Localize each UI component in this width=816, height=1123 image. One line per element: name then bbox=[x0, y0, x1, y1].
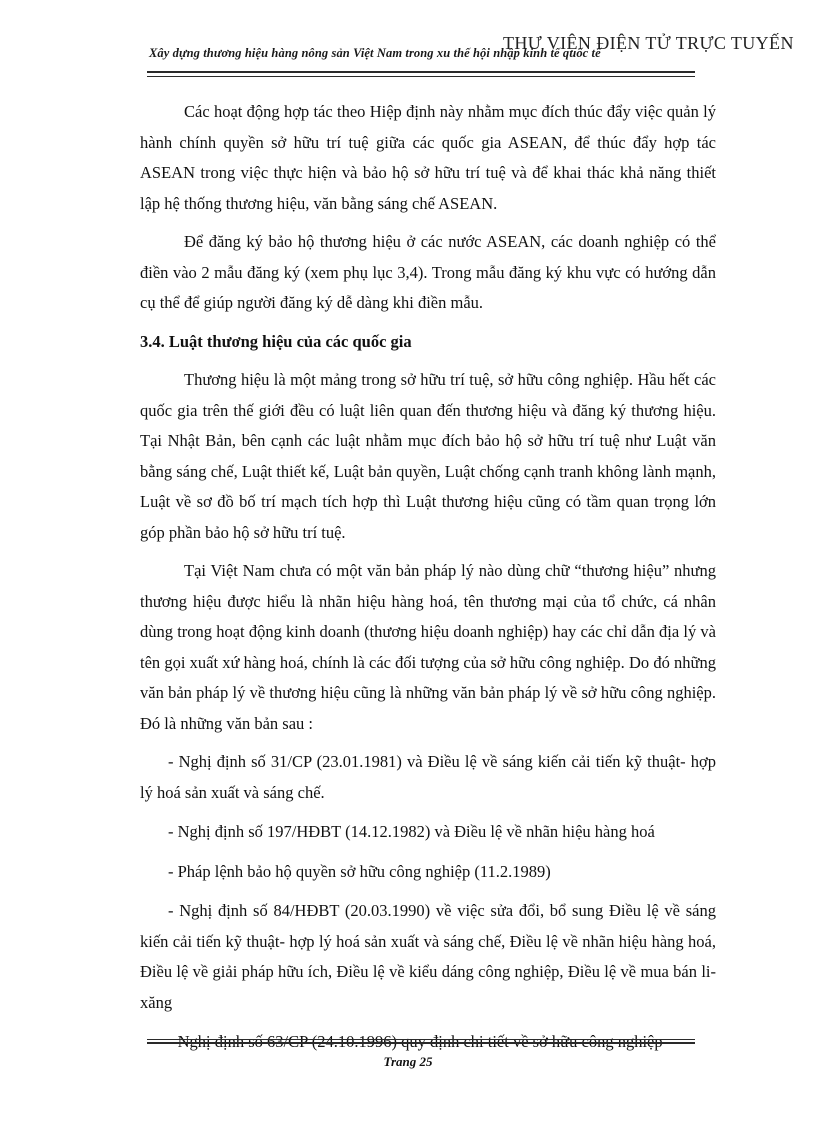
list-item: - Nghị định số 197/HĐBT (14.12.1982) và Điều lệ về nhãn hiệu hàng hoá bbox=[168, 822, 655, 841]
list-item: - Nghị định số 63/CP (24.10.1996) quy định chi tiết về sở hữu công nghiệp bbox=[168, 1032, 663, 1051]
paragraph: Tại Việt Nam chưa có một văn bản pháp lý nào dùng chữ “thương hiệu” nhưng thương hiệu được hiểu là nhãn hiệu hàng hoá, tên thương mại của tổ chức, cá nhân dùng trong hoạt động kinh doanh (thương hiệu doanh nghiệp) hay các chỉ dẫn địa lý và tên gọi xuất xứ hàng hoá, chính là các đối tượng của sở hữu công nghiệp. Do đó những văn bản pháp lý về thương hiệu cũng là những văn bản pháp lý về sở hữu công nghiệp. Đó là những văn bản sau : bbox=[140, 561, 716, 733]
footer-rule-thick bbox=[147, 1042, 695, 1044]
paragraph: Để đăng ký bảo hộ thương hiệu ở các nước ASEAN, các doanh nghiệp có thể điền vào 2 mẫu đăng ký (xem phụ lục 3,4). Trong mẫu đăng ký khu vực có hướng dẫn cụ thể để giúp người đăng ký dễ dàng khi điền mẫu. bbox=[140, 232, 716, 312]
paragraph: Thương hiệu là một mảng trong sở hữu trí tuệ, sở hữu công nghiệp. Hầu hết các quốc gia trên thế giới đều có luật liên quan đến thương hiệu và đăng ký thương hiệu. Tại Nhật Bản, bên cạnh các luật nhằm mục đích bảo hộ sở hữu trí tuệ như Luật văn bằng sáng chế, Luật thiết kế, Luật bản quyền, Luật chống cạnh tranh không lành mạnh, Luật về sơ đồ bố trí mạch tích hợp thì Luật thương hiệu cũng có tầm quan trọng lớn góp phần bảo hộ sở hữu trí tuệ. bbox=[140, 370, 716, 542]
footer-rule-thin bbox=[147, 1039, 695, 1040]
running-header-title: Xây dựng thương hiệu hàng nông sản Việt Nam trong xu thế hội nhập kinh tế quốc tế bbox=[149, 46, 601, 60]
header-rule-thin bbox=[147, 76, 695, 77]
paragraph: Các hoạt động hợp tác theo Hiệp định này nhằm mục đích thúc đẩy việc quản lý hành chính quyền sở hữu trí tuệ giữa các quốc gia ASEAN, để thúc đẩy hợp tác ASEAN trong việc thực hiện và bảo hộ sở hữu trí tuệ và để khai thác khả năng thiết lập hệ thống thương hiệu, văn bằng sáng chế ASEAN. bbox=[140, 102, 716, 213]
watermark-text: THƯ VIỆN ĐIỆN TỬ TRỰC TUYẾN bbox=[503, 33, 794, 53]
list-item: - Pháp lệnh bảo hộ quyền sở hữu công nghiệp (11.2.1989) bbox=[168, 861, 551, 881]
list-item: - Nghị định số 84/HĐBT (20.03.1990) về việc sửa đổi, bổ sung Điều lệ về sáng kiến cải tiến kỹ thuật- hợp lý hoá sản xuất và sáng chế, Điều lệ về nhãn hiệu hàng hoá, Điều lệ về giải pháp hữu ích, Điều lệ về kiểu dáng công nghiệp, Điều lệ về mua bán li-xăng bbox=[140, 901, 716, 1012]
section-heading: 3.4. Luật thương hiệu của các quốc gia bbox=[140, 331, 412, 351]
header-rule-thick bbox=[147, 71, 695, 73]
page-number: Trang 25 bbox=[383, 1054, 433, 1069]
list-item: - Nghị định số 31/CP (23.01.1981) và Điều lệ về sáng kiến cải tiến kỹ thuật- hợp lý hoá sản xuất và sáng chế. bbox=[140, 752, 716, 802]
page-body bbox=[140, 97, 716, 1067]
